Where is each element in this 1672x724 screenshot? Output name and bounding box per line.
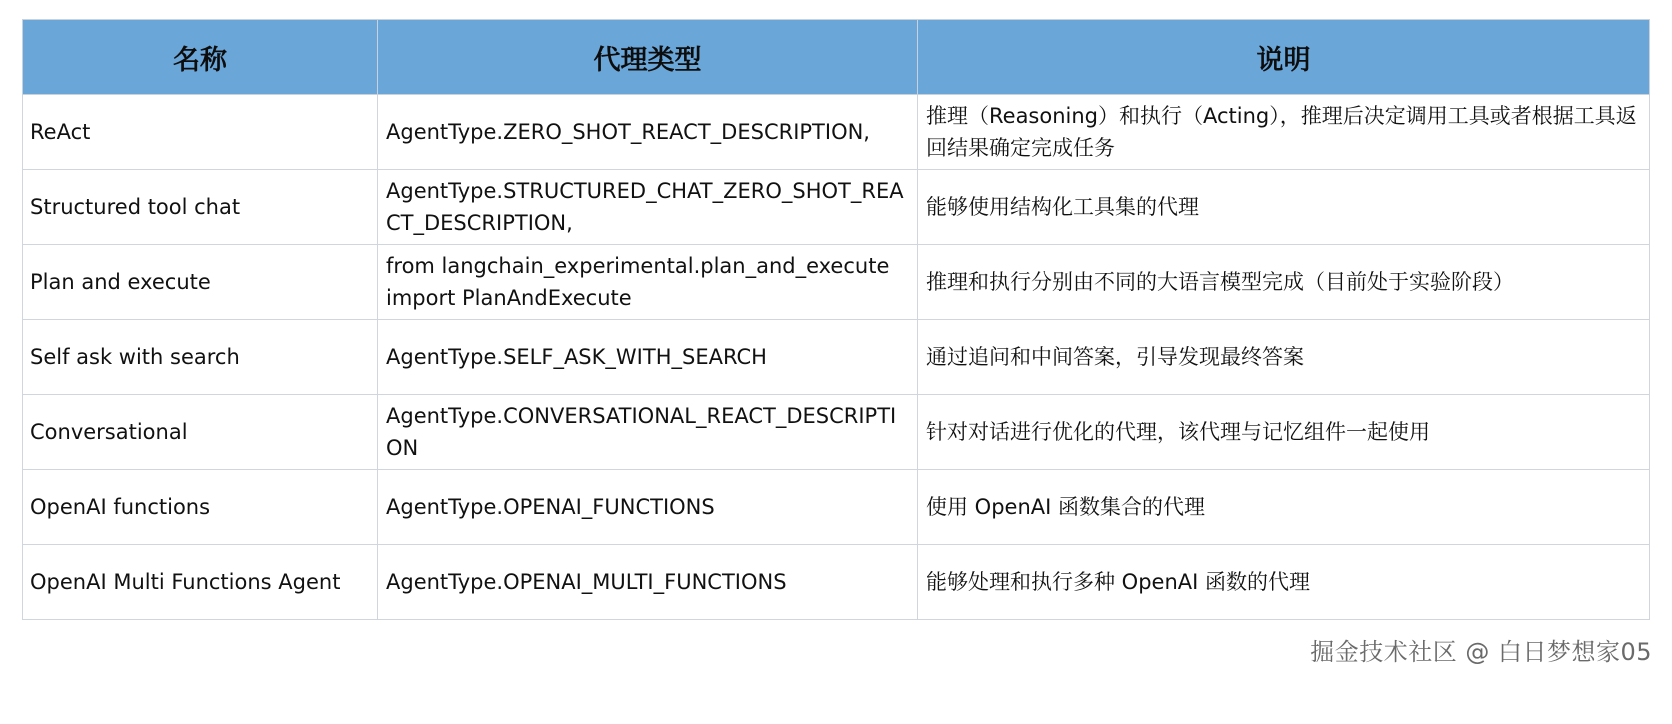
cell-agent-type: AgentType.SELF_ASK_WITH_SEARCH: [378, 320, 918, 395]
cell-description: 通过追问和中间答案，引导发现最终答案: [918, 320, 1650, 395]
cell-agent-type: from langchain_experimental.plan_and_execute import PlanAndExecute: [378, 245, 918, 320]
cell-description: 能够处理和执行多种 OpenAI 函数的代理: [918, 545, 1650, 620]
cell-agent-type: AgentType.OPENAI_FUNCTIONS: [378, 470, 918, 545]
cell-description: 推理（Reasoning）和执行（Acting），推理后决定调用工具或者根据工具返回结果确定完成任务: [918, 95, 1650, 170]
cell-name: Self ask with search: [23, 320, 378, 395]
cell-description: 能够使用结构化工具集的代理: [918, 170, 1650, 245]
cell-agent-type: AgentType.STRUCTURED_CHAT_ZERO_SHOT_REACT_DESCRIPTION,: [378, 170, 918, 245]
cell-description: 推理和执行分别由不同的大语言模型完成（目前处于实验阶段）: [918, 245, 1650, 320]
cell-name: Plan and execute: [23, 245, 378, 320]
cell-name: OpenAI functions: [23, 470, 378, 545]
header-description: 说明: [918, 20, 1650, 95]
cell-agent-type: AgentType.CONVERSATIONAL_REACT_DESCRIPTION: [378, 395, 918, 470]
table-row: [23, 320, 1650, 395]
header-name: 名称: [23, 20, 378, 95]
cell-name: OpenAI Multi Functions Agent: [23, 545, 378, 620]
cell-agent-type: AgentType.ZERO_SHOT_REACT_DESCRIPTION,: [378, 95, 918, 170]
header-agent-type: 代理类型: [378, 20, 918, 95]
table-row: [23, 245, 1650, 320]
cell-description: 使用 OpenAI 函数集合的代理: [918, 470, 1650, 545]
cell-name: Structured tool chat: [23, 170, 378, 245]
table-row: [23, 170, 1650, 245]
table-row: [23, 545, 1650, 620]
header-row: [23, 20, 1650, 95]
table-row: [23, 95, 1650, 170]
agent-types-table: [22, 19, 1650, 620]
cell-agent-type: AgentType.OPENAI_MULTI_FUNCTIONS: [378, 545, 918, 620]
cell-description: 针对对话进行优化的代理，该代理与记忆组件一起使用: [918, 395, 1650, 470]
cell-name: ReAct: [23, 95, 378, 170]
watermark: 掘金技术社区 @ 白日梦想家05: [1310, 638, 1652, 666]
cell-name: Conversational: [23, 395, 378, 470]
table-row: [23, 470, 1650, 545]
table-row: [23, 395, 1650, 470]
